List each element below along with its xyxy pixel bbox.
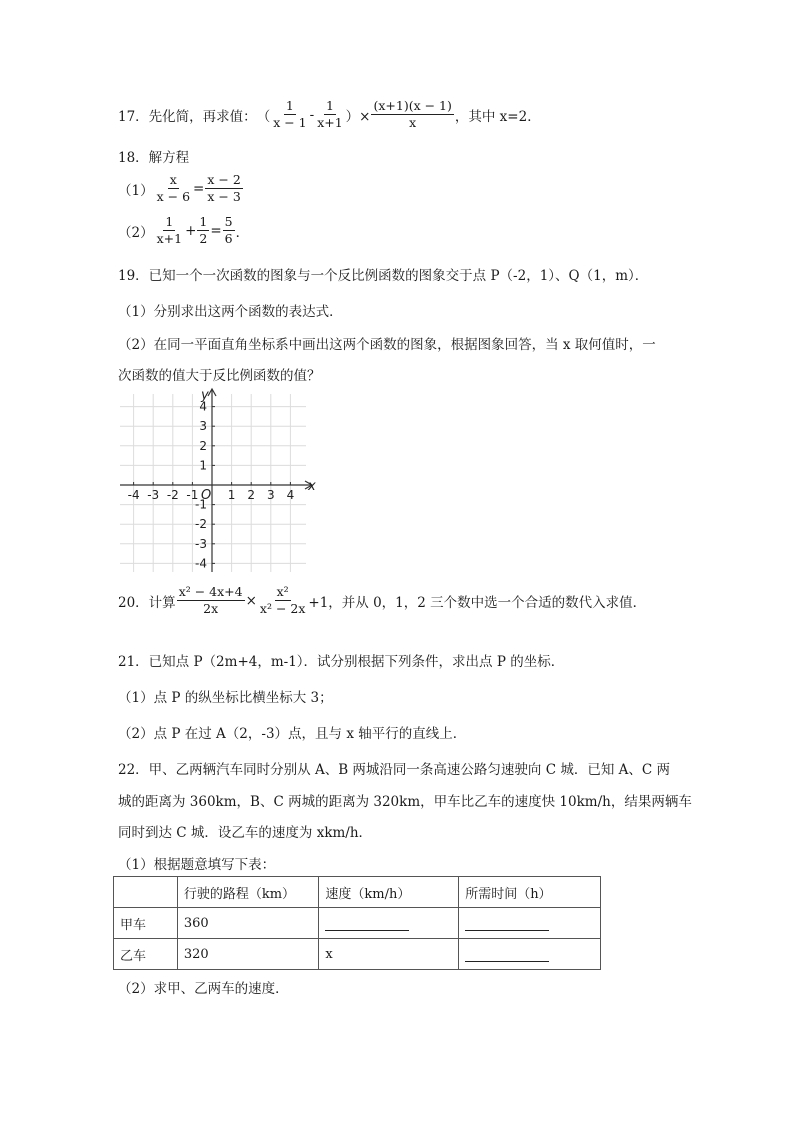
q18-p2-f3-denominator: 6 bbox=[224, 231, 233, 246]
q17-fraction-3 bbox=[371, 98, 453, 131]
answer-blank bbox=[465, 918, 549, 931]
q20-f1-denominator: 2x bbox=[203, 601, 219, 616]
answer-blank bbox=[465, 949, 549, 962]
axes bbox=[120, 389, 312, 572]
grid-lines bbox=[120, 394, 306, 572]
table-row bbox=[114, 939, 601, 970]
q22-line-3: 同时到达 C 城．设乙车的速度为 xkm/h． bbox=[118, 825, 373, 841]
q18-p2-f2-numerator: 1 bbox=[199, 214, 208, 229]
q18-p1-left-denominator: x − 6 bbox=[156, 189, 191, 204]
q18-p2-f1-numerator: 1 bbox=[165, 214, 174, 229]
q20-times: × bbox=[245, 592, 257, 609]
q22-line-2: 城的距离为 360km，B、C 两城的距离为 320km，甲车比乙车的速度快 10km/h，结果两辆车 bbox=[118, 794, 692, 810]
table-cell-speed bbox=[319, 908, 459, 939]
q21-stem: 21．已知点 P（2m+4，m-1）．试分别根据下列条件，求出点 P 的坐标． bbox=[118, 654, 565, 670]
q19-part-1: （1）分别求出这两个函数的表达式． bbox=[118, 304, 343, 320]
x-tick-label: -3 bbox=[147, 488, 160, 502]
x-axis-label: x bbox=[308, 479, 316, 494]
q18-p2-f3-numerator: 5 bbox=[224, 214, 233, 229]
x-tick-label: 1 bbox=[227, 488, 236, 502]
q18-p2-fraction-1 bbox=[155, 214, 184, 247]
q22-part-2: （2）求甲、乙两车的速度． bbox=[118, 981, 289, 997]
q18-p2-f2-denominator: 2 bbox=[199, 231, 208, 246]
y-axis-label: y bbox=[201, 388, 209, 403]
table-cell-vehicle: 乙车 bbox=[114, 939, 178, 970]
x-tick-label: 4 bbox=[286, 488, 295, 502]
q20-fraction-1 bbox=[177, 584, 245, 617]
q18-p2-label: （2） bbox=[118, 224, 154, 241]
q17-fraction-2 bbox=[315, 98, 344, 131]
q19-part-2-line-2: 次函数的值大于反比例函数的值？ bbox=[118, 368, 321, 384]
q22-line-1: 22．甲、乙两辆汽车同时分别从 A、B 两城沿同一条高速公路匀速驶向 C 城．已知 A、C 两 bbox=[118, 762, 671, 778]
q20-f1-numerator: x² − 4x+4 bbox=[178, 584, 243, 599]
q19-stem: 19．已知一个一次函数的图象与一个反比例函数的图象交于点 P（-2，1）、Q（1，m）． bbox=[118, 268, 649, 284]
x-tick-label: -1 bbox=[186, 488, 199, 502]
q21-part-1: （1）点 P 的纵坐标比横坐标大 3； bbox=[118, 690, 333, 706]
q20-prefix: 20．计算 bbox=[118, 594, 176, 611]
table-cell-distance: 360 bbox=[177, 908, 319, 939]
q22-part-1: （1）根据题意填写下表： bbox=[118, 857, 276, 873]
q20-suffix: +1，并从 0，1，2 三个数中选一个合适的数代入求值． bbox=[308, 594, 647, 611]
q19-part-2-line-1: （2）在同一平面直角坐标系中画出这两个函数的图象，根据图象回答，当 x 取何值时，一 bbox=[118, 337, 656, 353]
q18-p1-equals: = bbox=[193, 180, 205, 197]
q17-f1-denominator: x − 1 bbox=[273, 115, 307, 130]
q17-prefix: 17．先化简，再求值： bbox=[118, 108, 257, 125]
table-header-cell bbox=[114, 877, 178, 908]
y-tick-label: 4 bbox=[199, 399, 207, 414]
q20-fraction-2 bbox=[258, 584, 307, 617]
q18-p2-plus: + bbox=[185, 222, 197, 239]
q17-rparen-times: ）× bbox=[345, 108, 371, 125]
q17-f1-numerator: 1 bbox=[285, 98, 294, 113]
question-17 bbox=[118, 98, 541, 131]
x-tick-label: -4 bbox=[127, 488, 140, 502]
q17-f3-denominator: x bbox=[409, 115, 417, 130]
q18-p2-f1-denominator: x+1 bbox=[156, 231, 183, 246]
q18-p2-equals: = bbox=[210, 222, 222, 239]
q18-p2-fraction-3 bbox=[223, 214, 235, 247]
q17-lparen: （ bbox=[256, 108, 271, 125]
table-cell-speed: x bbox=[319, 939, 459, 970]
q18-p2-fraction-2 bbox=[197, 214, 209, 247]
y-tick-label: 2 bbox=[199, 438, 207, 453]
q18-p1-right-denominator: x − 3 bbox=[207, 189, 241, 204]
speed-table bbox=[113, 876, 601, 970]
q21-part-2: （2）点 P 在过 A（2，-3）点，且与 x 轴平行的直线上． bbox=[118, 726, 467, 742]
table-header-cell: 行驶的路程（km） bbox=[177, 877, 319, 908]
answer-blank bbox=[325, 918, 409, 931]
q17-f3-numerator: (x+1)(x − 1) bbox=[373, 98, 452, 113]
q18-p1-left-fraction bbox=[155, 172, 192, 205]
table-header-cell: 速度（km/h） bbox=[319, 877, 459, 908]
q18-title: 18．解方程 bbox=[118, 150, 190, 166]
y-tick-label: 1 bbox=[199, 458, 207, 473]
q18-p1-right-fraction bbox=[205, 172, 242, 205]
y-tick-label: -1 bbox=[195, 497, 207, 512]
q17-f2-numerator: 1 bbox=[325, 98, 334, 113]
table-header-cell: 所需时间（h） bbox=[459, 877, 601, 908]
coordinate-grid bbox=[118, 386, 318, 574]
q20-f2-numerator: x² bbox=[276, 584, 289, 599]
x-tick-label: -2 bbox=[166, 488, 179, 502]
q17-f2-denominator: x+1 bbox=[317, 115, 343, 130]
y-tick-label: 3 bbox=[199, 419, 207, 434]
q18-p1-label: （1） bbox=[118, 182, 154, 199]
q18-p1-right-numerator: x − 2 bbox=[207, 172, 241, 187]
question-20 bbox=[118, 584, 646, 617]
origin-label: O bbox=[201, 488, 212, 503]
table-cell-time bbox=[459, 939, 601, 970]
table-row bbox=[114, 908, 601, 939]
table-cell-vehicle: 甲车 bbox=[114, 908, 178, 939]
q17-fraction-1 bbox=[271, 98, 308, 131]
y-tick-label: -2 bbox=[195, 517, 207, 532]
table-cell-time bbox=[459, 908, 601, 939]
y-tick-label: -4 bbox=[195, 556, 207, 571]
q18-part-1 bbox=[118, 172, 244, 205]
q18-p1-left-numerator: x bbox=[169, 172, 177, 187]
q20-f2-denominator: x² − 2x bbox=[259, 601, 306, 616]
x-tick-label: 3 bbox=[266, 488, 275, 502]
q18-part-2 bbox=[118, 214, 249, 247]
q17-suffix: ，其中 x=2． bbox=[454, 108, 541, 125]
q18-p2-period: ． bbox=[235, 224, 250, 241]
table-header-row bbox=[114, 877, 601, 908]
y-tick-label: -3 bbox=[195, 536, 207, 551]
table-cell-distance: 320 bbox=[177, 939, 319, 970]
x-tick-label: 2 bbox=[247, 488, 256, 502]
q17-minus: - bbox=[309, 106, 315, 123]
